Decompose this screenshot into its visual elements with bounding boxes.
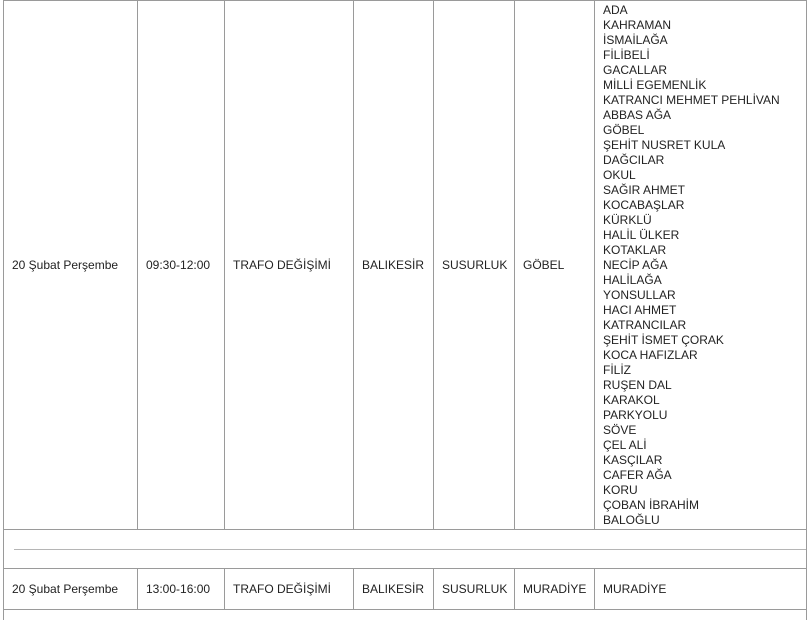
street-item: HACI AHMET <box>603 303 806 318</box>
street-item: OKUL <box>603 168 806 183</box>
outage-table <box>3 0 807 620</box>
district-cell: SUSURLUK <box>434 569 515 610</box>
street-item: DAĞCILAR <box>603 153 806 168</box>
street-item: KASÇILAR <box>603 453 806 468</box>
table-row <box>4 1 807 530</box>
street-item: KOTAKLAR <box>603 243 806 258</box>
street-item: ADA <box>603 3 806 18</box>
time-cell: 09:30-12:00 <box>138 1 225 530</box>
neighborhood-cell: GÖBEL <box>515 1 595 530</box>
street-item: ÇEL ALİ <box>603 438 806 453</box>
street-item: GÖBEL <box>603 123 806 138</box>
partial-cell <box>4 610 807 620</box>
table-row <box>4 569 807 610</box>
street-item: ŞEHİT İSMET ÇORAK <box>603 333 806 348</box>
street-item: KATRANCILAR <box>603 318 806 333</box>
street-item: KOCABAŞLAR <box>603 198 806 213</box>
street-item: KORU <box>603 483 806 498</box>
street-item: KOCA HAFIZLAR <box>603 348 806 363</box>
street-item: GACALLAR <box>603 63 806 78</box>
street-item: PARKYOLU <box>603 408 806 423</box>
street-item: FİLİZ <box>603 363 806 378</box>
street-item: HALİL ÜLKER <box>603 228 806 243</box>
street-item: KÜRKLÜ <box>603 213 806 228</box>
street-item: ŞEHİT NUSRET KULA <box>603 138 806 153</box>
street-item: RUŞEN DAL <box>603 378 806 393</box>
street-item: İSMAİLAĞA <box>603 33 806 48</box>
street-item: NECİP AĞA <box>603 258 806 273</box>
separator-cell <box>4 530 807 569</box>
street-item: ABBAS AĞA <box>603 108 806 123</box>
separator-row <box>4 530 807 569</box>
street-item: BALOĞLU <box>603 513 806 528</box>
date-cell: 20 Şubat Perşembe <box>4 569 138 610</box>
streets-cell <box>595 1 807 530</box>
street-item: SÖVE <box>603 423 806 438</box>
city-cell: BALIKESİR <box>354 1 434 530</box>
street-item: ÇOBAN İBRAHİM <box>603 498 806 513</box>
streets-cell: MURADİYE <box>595 569 807 610</box>
operation-cell: TRAFO DEĞİŞİMİ <box>225 569 354 610</box>
street-item: MİLLİ EGEMENLİK <box>603 78 806 93</box>
operation-cell: TRAFO DEĞİŞİMİ <box>225 1 354 530</box>
time-cell: 13:00-16:00 <box>138 569 225 610</box>
street-item: HALİLAĞA <box>603 273 806 288</box>
divider <box>14 549 806 550</box>
street-item: CAFER AĞA <box>603 468 806 483</box>
neighborhood-cell: MURADİYE <box>515 569 595 610</box>
street-item: KARAKOL <box>603 393 806 408</box>
street-item: KATRANCI MEHMET PEHLİVAN <box>603 93 806 108</box>
table-row-partial <box>4 610 807 620</box>
district-cell: SUSURLUK <box>434 1 515 530</box>
street-item: SAĞIR AHMET <box>603 183 806 198</box>
street-item: YONSULLAR <box>603 288 806 303</box>
city-cell: BALIKESİR <box>354 569 434 610</box>
date-cell: 20 Şubat Perşembe <box>4 1 138 530</box>
street-item: KAHRAMAN <box>603 18 806 33</box>
street-item: FİLİBELİ <box>603 48 806 63</box>
